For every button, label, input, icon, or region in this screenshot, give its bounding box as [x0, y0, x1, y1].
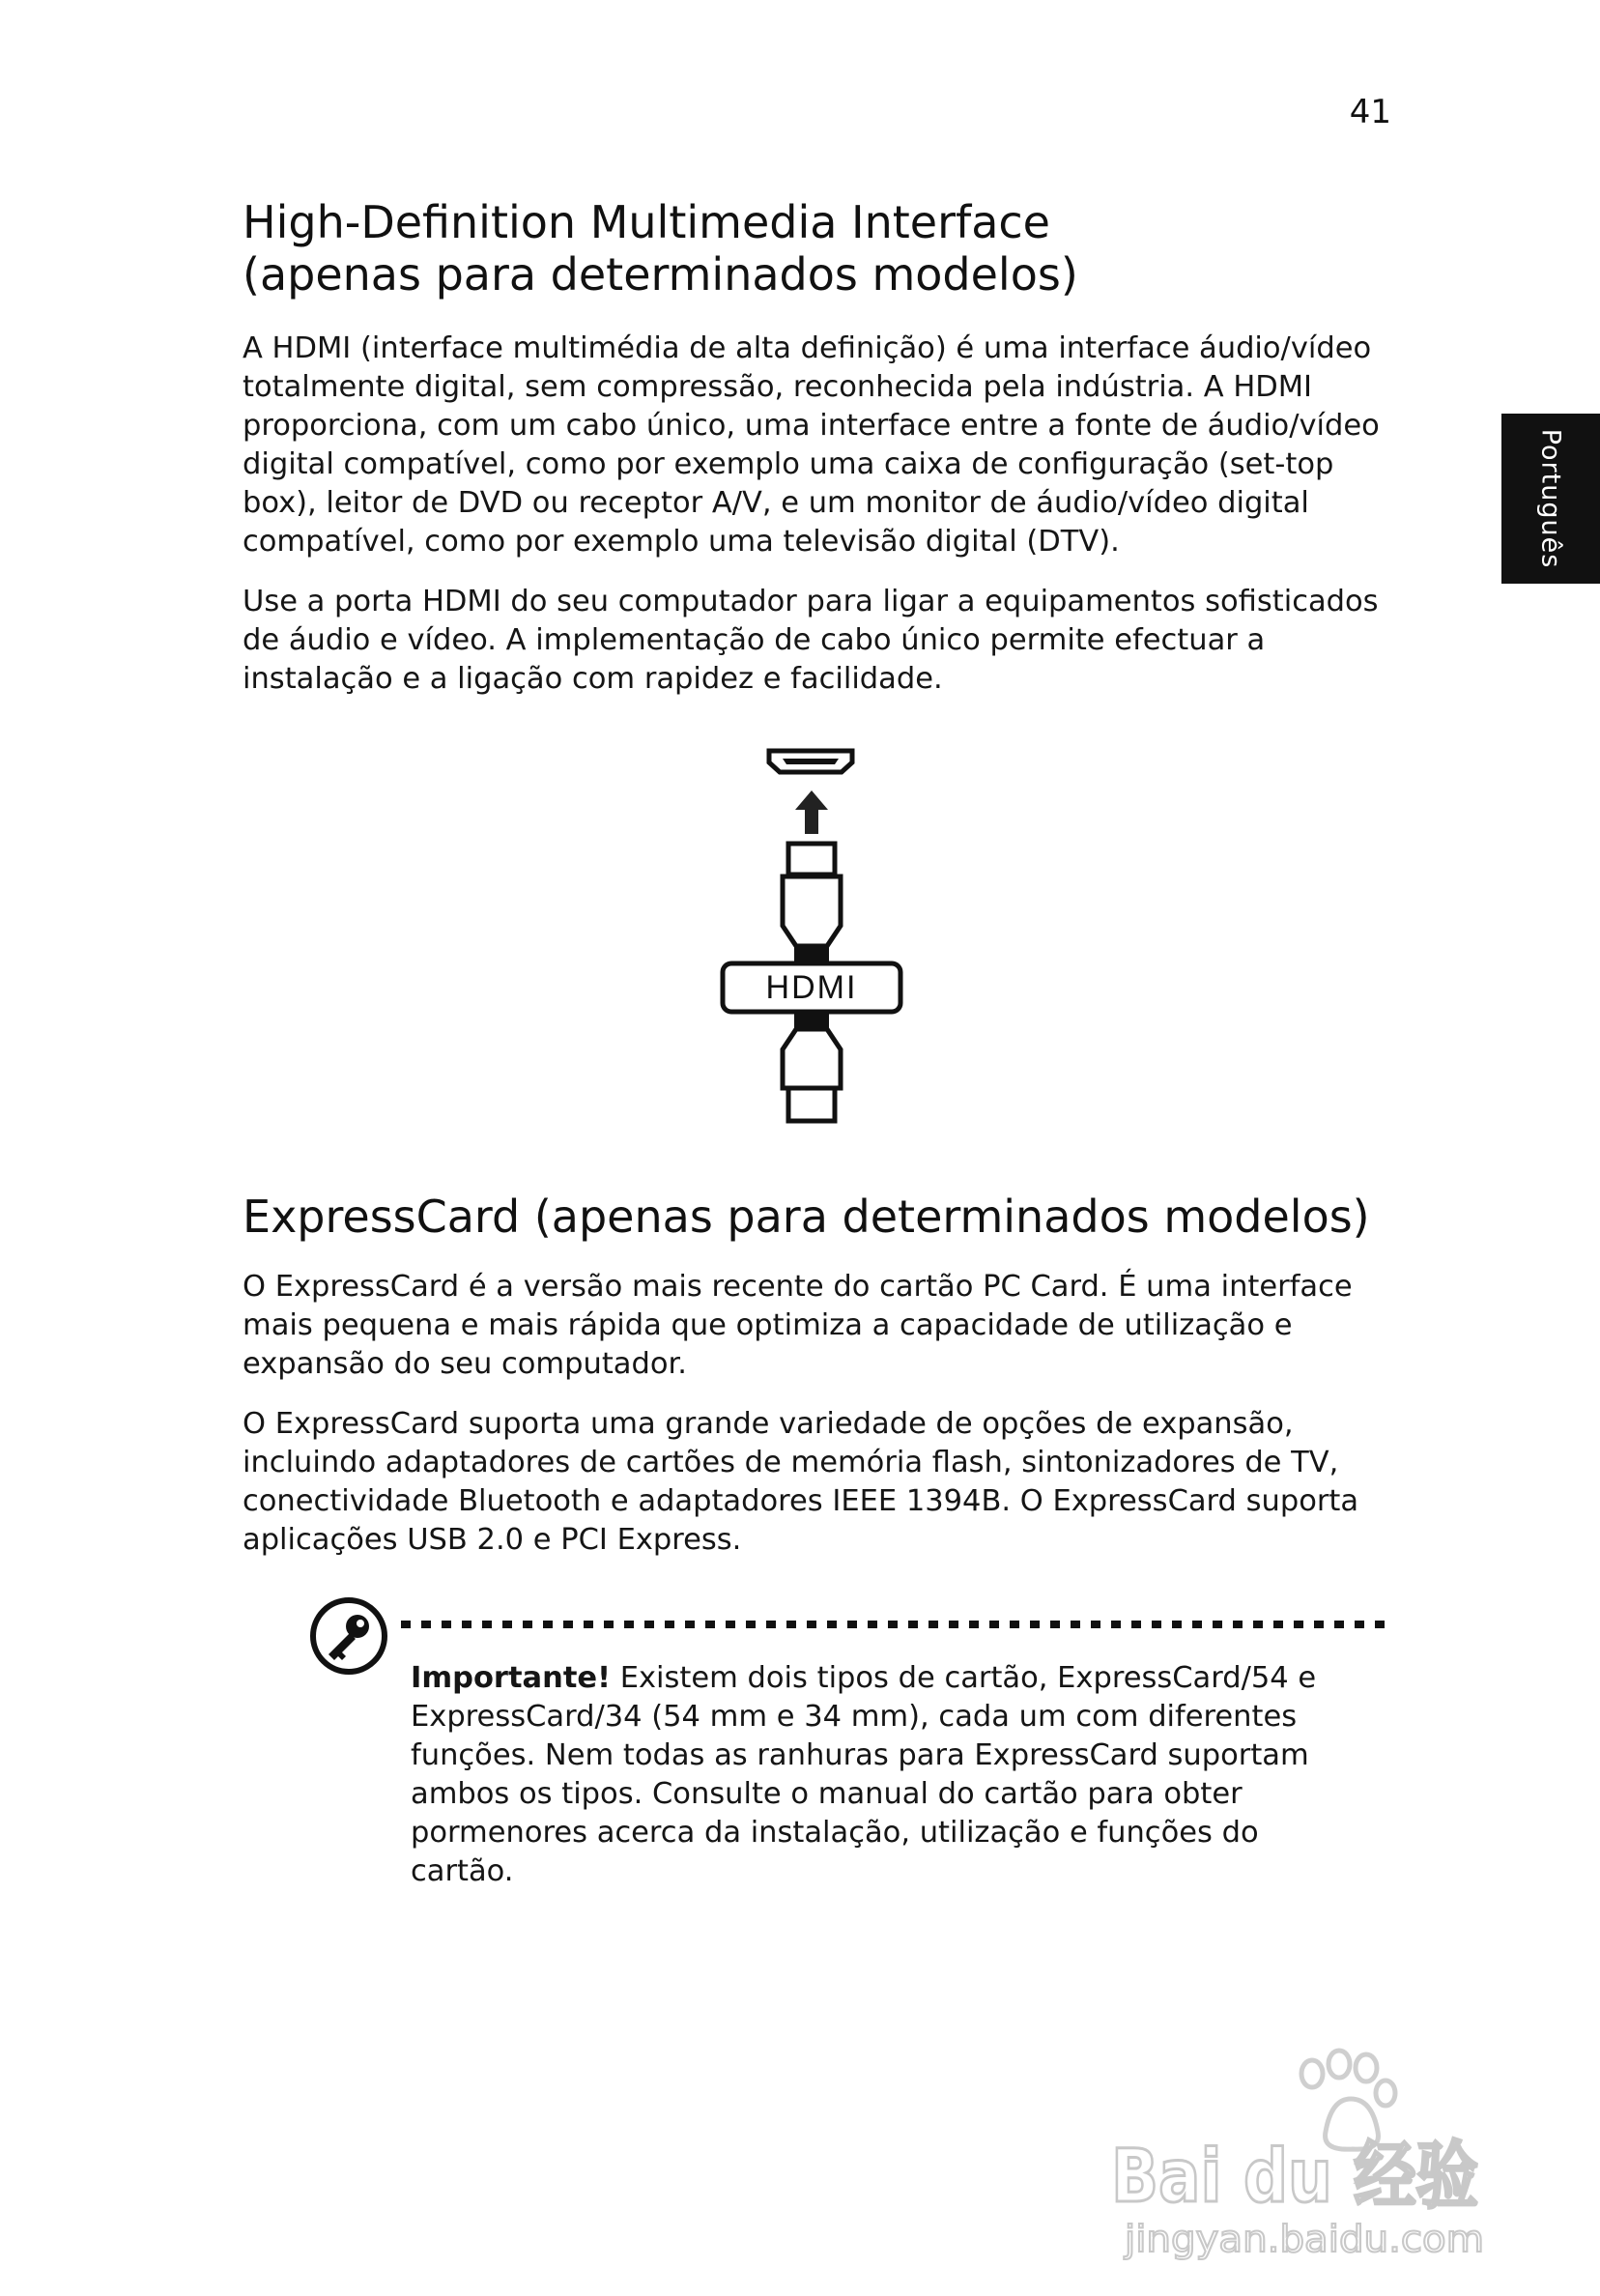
page-number: 41	[1349, 93, 1391, 131]
arrow-up-icon	[795, 790, 828, 834]
note-text: Existem dois tipos de cartão, ExpressCard/54 e ExpressCard/34 (54 mm e 34 mm), cada um com diferentes funções. Nem todas as ranhuras para ExpressCard suportam ambos os tipos. Consulte o manual do cartão para obter pormenores acerca da instalação, utilização e funções do cartão.	[411, 1661, 1317, 1888]
expresscard-paragraph-1: O ExpressCard é a versão mais recente do cartão PC Card. É uma interface mais pequena e mais rápida que optimiza a capacidade de utilização e expansão do seu computador.	[243, 1270, 1353, 1381]
expresscard-section	[243, 1191, 1383, 1560]
hdmi-paragraph-2: Use a porta HDMI do seu computador para ligar a equipamentos sofisticados de áudio e vídeo. A implementação de cabo único permite efectuar a instalação e a ligação com rapidez e facilidade.	[243, 585, 1379, 696]
note-divider	[401, 1621, 1385, 1628]
language-tab	[1501, 414, 1600, 584]
expresscard-section-title: ExpressCard (apenas para determinados modelos)	[243, 1191, 1370, 1243]
hdmi-title-line2: (apenas para determinados modelos)	[243, 248, 1078, 301]
hdmi-section	[243, 196, 1383, 699]
watermark-url: jingyan.baidu.com	[1123, 2218, 1484, 2260]
baidu-watermark	[1111, 2039, 1517, 2261]
watermark-brand: Bai du 经验	[1111, 2133, 1478, 2219]
important-note	[411, 1659, 1338, 1891]
hdmi-figure-label: HDMI	[765, 969, 858, 1006]
key-icon	[307, 1594, 390, 1678]
expresscard-paragraph-2: O ExpressCard suporta uma grande variedade de opções de expansão, incluindo adaptadores de cartões de memória flash, sintonizadores de TV, conectividade Bluetooth e adaptadores IEEE 1394B. O ExpressCard suporta aplicações USB 2.0 e PCI Express.	[243, 1407, 1359, 1557]
hdmi-connector-illustration	[715, 734, 908, 1140]
hdmi-cable-icon	[723, 844, 900, 1121]
hdmi-title-line1: High-Definition Multimedia Interface	[243, 196, 1050, 248]
language-tab-label: Português	[1535, 428, 1566, 569]
hdmi-port-icon	[769, 751, 852, 772]
note-label: Importante!	[411, 1661, 612, 1695]
hdmi-paragraph-1: A HDMI (interface multimédia de alta definição) é uma interface áudio/vídeo totalmente digital, sem compressão, reconhecida pela indústria. A HDMI proporciona, com um cabo único, uma interface entre a fonte de áudio/vídeo digital compatível, como por exemplo uma caixa de configuração (set-top box), leitor de DVD ou receptor A/V, e um monitor de áudio/vídeo digital compatível, como por exemplo uma televisão digital (DTV).	[243, 331, 1380, 559]
hdmi-section-title	[243, 196, 1383, 301]
